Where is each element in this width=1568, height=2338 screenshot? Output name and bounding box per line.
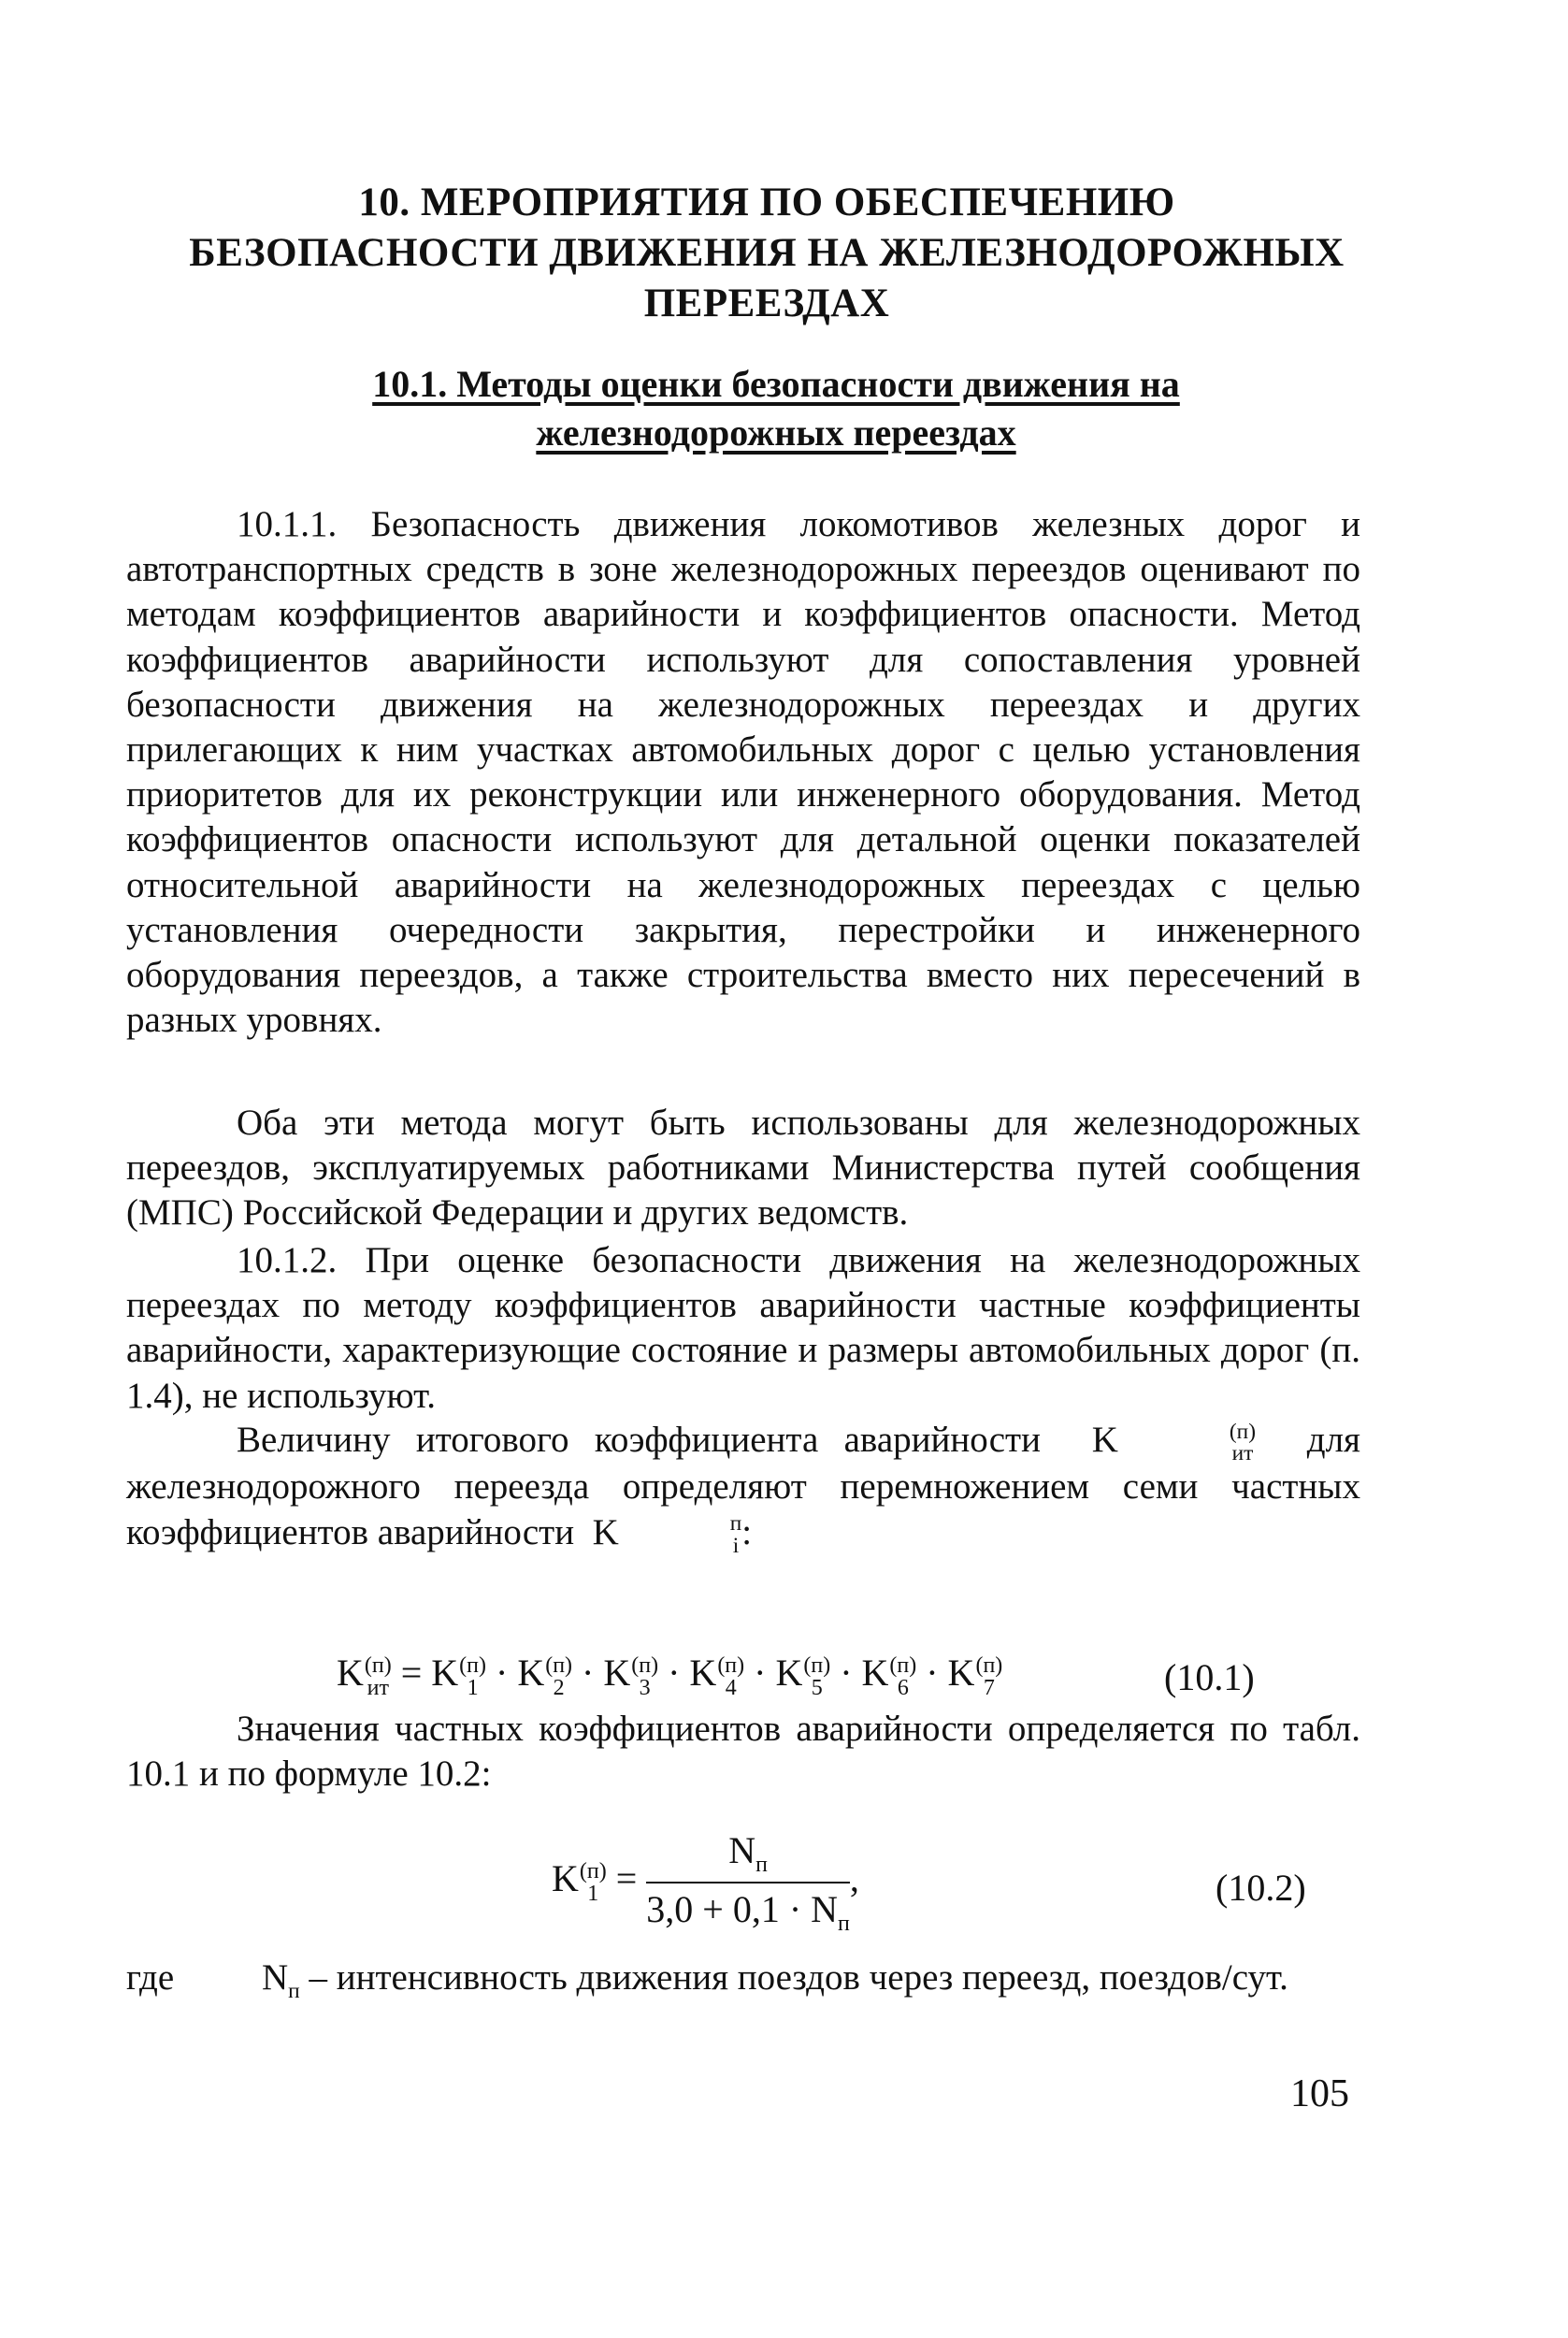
chapter-heading-line-2: БЕЗОПАСНОСТИ ДВИЖЕНИЯ НА ЖЕЛЕЗНОДОРОЖНЫХ <box>189 231 1345 275</box>
fraction-denominator: $3,0 + 0,1 \cdot N_п$ <box>646 1888 850 1936</box>
paragraph-10-1-1 <box>126 502 1360 1043</box>
inline-k-partial-symbol: K п i : <box>583 1511 753 1558</box>
where-symbol: $N_п$ <box>262 1957 300 2003</box>
chapter-heading-line-1: 10. МЕРОПРИЯТИЯ ПО ОБЕСПЕЧЕНИЮ <box>358 180 1175 224</box>
equation-number-10-2: (10.2) <box>1216 1867 1306 1909</box>
formula-10-2: K (п) 1 = $\frac{N_п}{3,0 + 0,1 \cdot N_п}$ , <box>552 1829 859 1936</box>
paragraph-text: 10.1.1. Безопасность движения локомотивов железных дорог и автотранспортных средств в зоне железнодорожных переездов оценивают по методам коэффициентов аварийности и коэффициентов опасности. Метод коэффициентов аварийности используют для сопоставления уровней безопасности движения на железнодорожных переездах и других прилегающих к ним участках автомобильных дорог с целью установления приоритетов для их реконструкции или инженерного оборудования. Метод коэффициентов опасности используют для детальной оценки показателей относительной аварийности на железнодорожных переездах с целью установления очередности закрытия, перестройки и инженерного оборудования переездов, а также строительства вместо них пересечений в разных уровнях. <box>126 504 1360 1041</box>
paragraph-10-1-2 <box>126 1238 1360 1419</box>
fraction-numerator: $N_п$ <box>646 1828 850 1883</box>
chapter-heading-line-3: ПЕРЕЕЗДАХ <box>643 281 890 325</box>
paragraph-total-coefficient <box>126 1418 1360 1557</box>
where-label: где <box>126 1957 175 1998</box>
equation-number-10-1: (10.1) <box>1164 1656 1255 1698</box>
page-number: 105 <box>1290 2072 1349 2115</box>
paragraph-text: 10.1.2. При оценке безопасности движения на железнодорожных переездах по методу коэффициентов аварийности частные коэффициенты аварийности, характеризующие состояние и размеры автомобильных дорог (п. 1.4), не используют. <box>126 1240 1360 1416</box>
paragraph-text: Значения частных коэффициентов аварийности определяется по табл. 10.1 и по формуле 10.2: <box>126 1709 1360 1795</box>
section-heading-line-2: железнодорожных переездах <box>536 411 1016 454</box>
paragraph-text-part-a: Величину итогового коэффициента аварийности <box>237 1420 1041 1460</box>
where-definition-text: – интенсивность движения поездов через переезд, поездов/сут. <box>309 1957 1288 1998</box>
paragraph-methods <box>126 1101 1360 1236</box>
formula-10-1: K (п) ит = K (п) 1 · K (п) 2 · K (п) 3 · K (п) 4 · K (п) 5 · K (п) 6 · K (п) 7 <box>337 1652 1003 1700</box>
paragraph-text: Оба эти метода могут быть использованы для железнодорожных переездов, эксплуатируемых работниками Министерства путей сообщения (МПС) Российской Федерации и других ведомств. <box>126 1103 1360 1234</box>
where-definition <box>262 1950 1384 2019</box>
formula-fraction <box>646 1828 850 1937</box>
section-heading <box>187 360 1365 457</box>
formula-lhs: K (п) 1 = <box>552 1857 638 1906</box>
section-heading-line-1: 10.1. Методы оценки безопасности движения на <box>372 363 1180 405</box>
paragraph-text-part-b: для железнодорожного переезда определяют перемножением семи частных коэффициентов аварийности <box>126 1420 1360 1552</box>
paragraph-text <box>126 1418 1360 1557</box>
chapter-heading <box>112 178 1421 329</box>
inline-k-total-symbol: K (п) ит <box>1066 1419 1256 1466</box>
paragraph-values <box>126 1557 1360 1797</box>
